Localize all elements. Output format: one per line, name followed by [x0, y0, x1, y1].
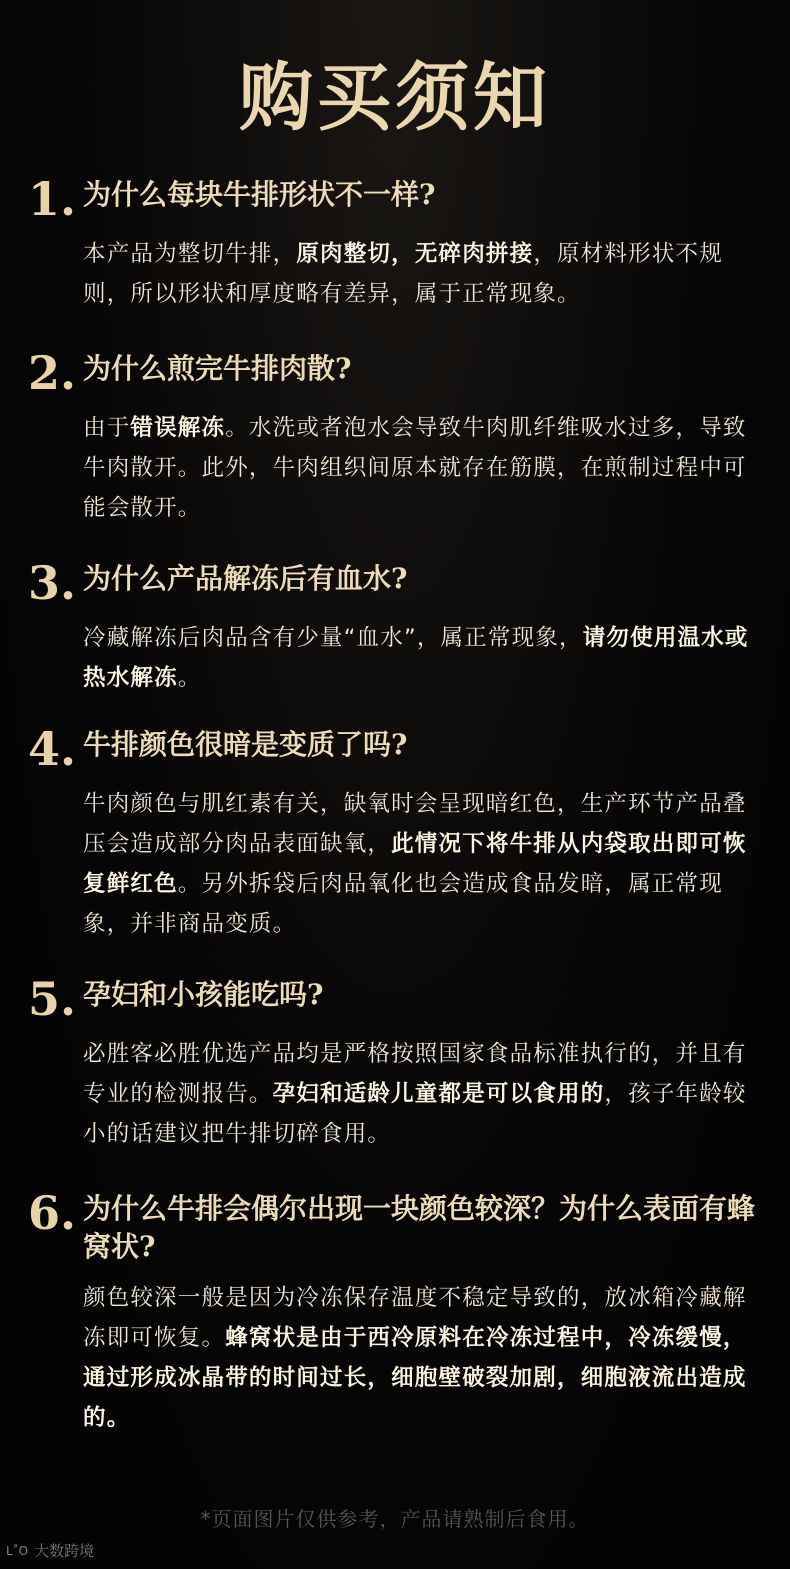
answer-text: 由于 — [83, 415, 131, 441]
faq-number: 2. — [28, 346, 77, 400]
faq-question: 孕妇和小孩能吃吗? — [83, 978, 324, 1011]
answer-text: 本产品为整切牛排， — [83, 241, 297, 267]
faq-number: 1. — [28, 172, 77, 226]
faq-number: 5. — [28, 972, 77, 1026]
answer-emphasis: 请勿使用温水或热水解冻 — [83, 625, 749, 691]
faq-header — [28, 556, 768, 610]
faq-header — [28, 972, 768, 1026]
answer-emphasis: 蜂窝状是由于西冷原料在冷冻过程中，冷冻缓慢，通过形成冰晶带的时间过长，细胞壁破裂加剧，细胞液流出造成的。 — [83, 1325, 747, 1431]
answer-emphasis: 此情况下将牛排从内袋取出即可恢复鲜红色 — [83, 831, 747, 897]
footer-disclaimer: *页面图片仅供参考，产品请熟制后食用。 — [200, 1507, 590, 1531]
faq-answer — [83, 618, 768, 698]
answer-text: 颜色较深一般是因为冷冻保存温度不稳定导致的，放冰箱冷藏解冻即可恢复。 — [83, 1285, 747, 1351]
answer-text: 冷藏解冻后肉品含有少量“血水”，属正常现象， — [83, 625, 583, 651]
answer-text: ，原材料形状不规则，所以形状和厚度略有差异，属于正常现象。 — [83, 241, 723, 307]
faq-number: 3. — [28, 556, 77, 610]
answer-text: 。另外拆袋后肉品氧化也会造成食品发暗，属正常现象，并非商品变质。 — [83, 871, 723, 937]
faq-number: 4. — [28, 722, 77, 776]
faq-answer — [83, 234, 768, 314]
answer-text: 必胜客必胜优选产品均是严格按照国家食品标准执行的，并且有专业的检测报告。 — [83, 1041, 747, 1107]
faq-item — [28, 1186, 768, 1438]
answer-text: 牛肉颜色与肌红素有关，缺氧时会呈现暗红色，生产环节产品叠压会造成部分肉品表面缺氧， — [83, 791, 747, 857]
faq-item — [28, 972, 768, 1154]
faq-header — [28, 346, 768, 400]
faq-question: 为什么牛排会偶尔出现一块颜色较深？为什么表面有蜂窝状? — [83, 1192, 756, 1263]
answer-emphasis: 错误解冻 — [130, 415, 226, 441]
faq-question: 牛排颜色很暗是变质了吗? — [83, 728, 408, 761]
faq-item — [28, 346, 768, 528]
faq-answer — [83, 1034, 768, 1154]
page-title: 购买须知 — [239, 55, 551, 141]
answer-emphasis: 原肉整切，无碎肉拼接 — [296, 241, 534, 267]
faq-question: 为什么产品解冻后有血水? — [83, 562, 408, 595]
faq-answer — [83, 408, 768, 528]
watermark-text: 大数跨境 — [34, 1542, 95, 1560]
watermark-logo-icon: L˚O — [6, 1543, 29, 1558]
watermark — [6, 1540, 94, 1561]
faq-answer — [83, 784, 768, 944]
faq-question: 为什么每块牛排形状不一样? — [83, 178, 436, 211]
faq-number: 6. — [28, 1186, 77, 1240]
faq-item — [28, 556, 768, 698]
faq-item — [28, 722, 768, 944]
answer-text: 。水洗或者泡水会导致牛肉肌纤维吸水过多，导致牛肉散开。此外，牛肉组织间原本就存在筋膜，在煎制过程中可能会散开。 — [83, 415, 747, 521]
faq-question: 为什么煎完牛排肉散? — [83, 352, 352, 385]
answer-text: 。 — [177, 665, 202, 691]
faq-header — [28, 1186, 768, 1266]
answer-emphasis: 孕妇和适龄儿童都是可以食用的 — [272, 1081, 605, 1107]
faq-header — [28, 722, 768, 776]
faq-header — [28, 172, 768, 226]
faq-answer — [83, 1278, 768, 1438]
answer-text: ，孩子年龄较小的话建议把牛排切碎食用。 — [83, 1081, 747, 1147]
faq-item — [28, 172, 768, 314]
